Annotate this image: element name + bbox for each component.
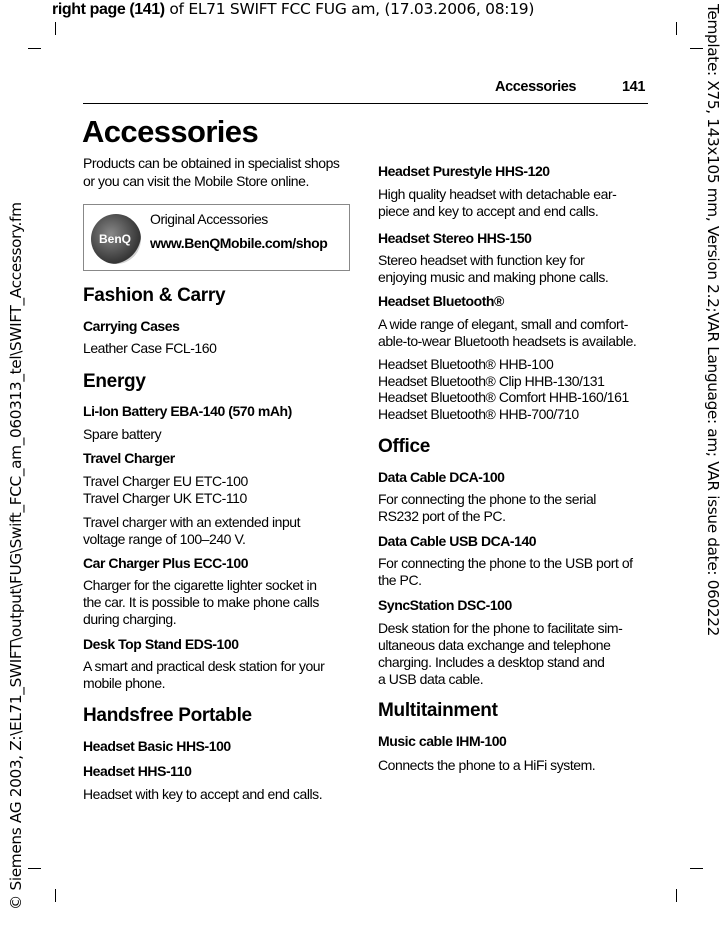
body-text: ultaneous data exchange and telephone xyxy=(378,637,611,653)
section-heading: Fashion & Carry xyxy=(83,285,226,306)
body-text: during charging. xyxy=(83,611,177,627)
item-heading: Headset Bluetooth® xyxy=(378,293,504,309)
body-text: Travel Charger UK ETC-110 xyxy=(83,490,247,506)
section-heading: Energy xyxy=(83,371,146,392)
body-text: Travel Charger EU ETC-100 xyxy=(83,473,248,489)
box-label: Original Accessories xyxy=(150,211,268,227)
page-title: Accessories xyxy=(82,114,259,149)
print-info-bold: right page (141) xyxy=(52,1,165,18)
body-text: mobile phone. xyxy=(83,675,166,691)
body-text: Leather Case FCL-160 xyxy=(83,340,217,356)
spacer xyxy=(598,82,599,103)
item-heading: Headset Basic HHS-100 xyxy=(83,738,231,754)
body-text: Headset Bluetooth® HHB-700/710 xyxy=(378,406,579,422)
crop-mark xyxy=(55,22,56,35)
body-text: Spare battery xyxy=(83,426,162,442)
item-heading: Music cable IHM-100 xyxy=(378,733,507,749)
body-text: Connects the phone to a HiFi system. xyxy=(378,757,596,773)
copyright-side-text: © Siemens AG 2003, Z:\EL71_SWIFT\output\FUG\Swift_FCC_am_060313_tel\SWIFT_Accessory.fm xyxy=(7,202,25,910)
section-heading: Handsfree Portable xyxy=(83,705,252,726)
body-text: Charger for the cigarette lighter socket in xyxy=(83,577,317,593)
logo-text: BenQ xyxy=(99,232,132,246)
item-heading: Headset Stereo HHS-150 xyxy=(378,230,532,246)
item-heading: Car Charger Plus ECC-100 xyxy=(83,555,249,571)
body-text: High quality headset with detachable ear- xyxy=(378,186,617,202)
body-text: For connecting the phone to the serial xyxy=(378,491,596,507)
crop-mark xyxy=(676,22,677,35)
section-heading: Multitainment xyxy=(378,700,498,721)
body-text: the PC. xyxy=(378,572,422,588)
item-heading: SyncStation DSC-100 xyxy=(378,597,512,613)
body-text: Headset Bluetooth® Comfort HHB-160/161 xyxy=(378,389,629,405)
crop-mark xyxy=(28,48,41,49)
running-header-section: Accessories xyxy=(495,79,577,95)
benq-logo xyxy=(91,214,141,264)
item-heading: Headset Purestyle HHS-120 xyxy=(378,163,550,179)
body-text: A wide range of elegant, small and comfort- xyxy=(378,316,628,332)
body-text: enjoying music and making phone calls. xyxy=(378,269,609,285)
body-text: or you can visit the Mobile Store online. xyxy=(83,173,309,189)
body-text: voltage range of 100–240 V. xyxy=(83,531,246,547)
store-link[interactable]: www.BenQMobile.com/shop xyxy=(150,235,328,251)
crop-mark xyxy=(28,868,41,869)
body-text: Travel charger with an extended input xyxy=(83,514,301,530)
body-text: a USB data cable. xyxy=(378,671,484,687)
print-info-line xyxy=(52,0,534,19)
body-text: Desk station for the phone to facilitate sim- xyxy=(378,620,623,636)
print-info-rest: of EL71 SWIFT FCC FUG am, (17.03.2006, 08:19) xyxy=(164,0,535,18)
item-heading: Headset HHS-110 xyxy=(83,763,192,779)
item-heading: Desk Top Stand EDS-100 xyxy=(83,636,239,652)
body-text: Stereo headset with function key for xyxy=(378,252,585,268)
body-text: Headset Bluetooth® Clip HHB-130/131 xyxy=(378,373,605,389)
crop-mark xyxy=(55,889,56,902)
header-rule xyxy=(83,103,648,104)
item-heading: Li-Ion Battery EBA-140 (570 mAh) xyxy=(83,403,292,419)
body-text: charging. Includes a desktop stand and xyxy=(378,654,605,670)
body-text: RS232 port of the PC. xyxy=(378,508,506,524)
body-text: able-to-wear Bluetooth headsets is available. xyxy=(378,333,637,349)
body-text: Headset with key to accept and end calls. xyxy=(83,786,323,802)
body-text: the car. It is possible to make phone calls xyxy=(83,594,319,610)
crop-mark xyxy=(690,868,703,869)
original-accessories-box xyxy=(83,204,350,271)
body-text: Headset Bluetooth® HHB-100 xyxy=(378,356,554,372)
body-text: For connecting the phone to the USB port of xyxy=(378,555,633,571)
crop-mark xyxy=(690,48,703,49)
item-heading: Data Cable DCA-100 xyxy=(378,469,505,485)
template-side-text: Template: X75, 143x105 mm, Version 2.2;VAR Language: am; VAR issue date: 060222 xyxy=(704,4,722,637)
item-heading: Carrying Cases xyxy=(83,318,180,334)
body-text: A smart and practical desk station for your xyxy=(83,658,325,674)
body-text: piece and key to accept and end calls. xyxy=(378,203,599,219)
body-text: Products can be obtained in specialist shops xyxy=(83,155,340,171)
item-heading: Data Cable USB DCA-140 xyxy=(378,533,537,549)
page-number: 141 xyxy=(622,79,645,95)
item-heading: Travel Charger xyxy=(83,450,175,466)
crop-mark xyxy=(676,889,677,902)
section-heading: Office xyxy=(378,436,431,457)
